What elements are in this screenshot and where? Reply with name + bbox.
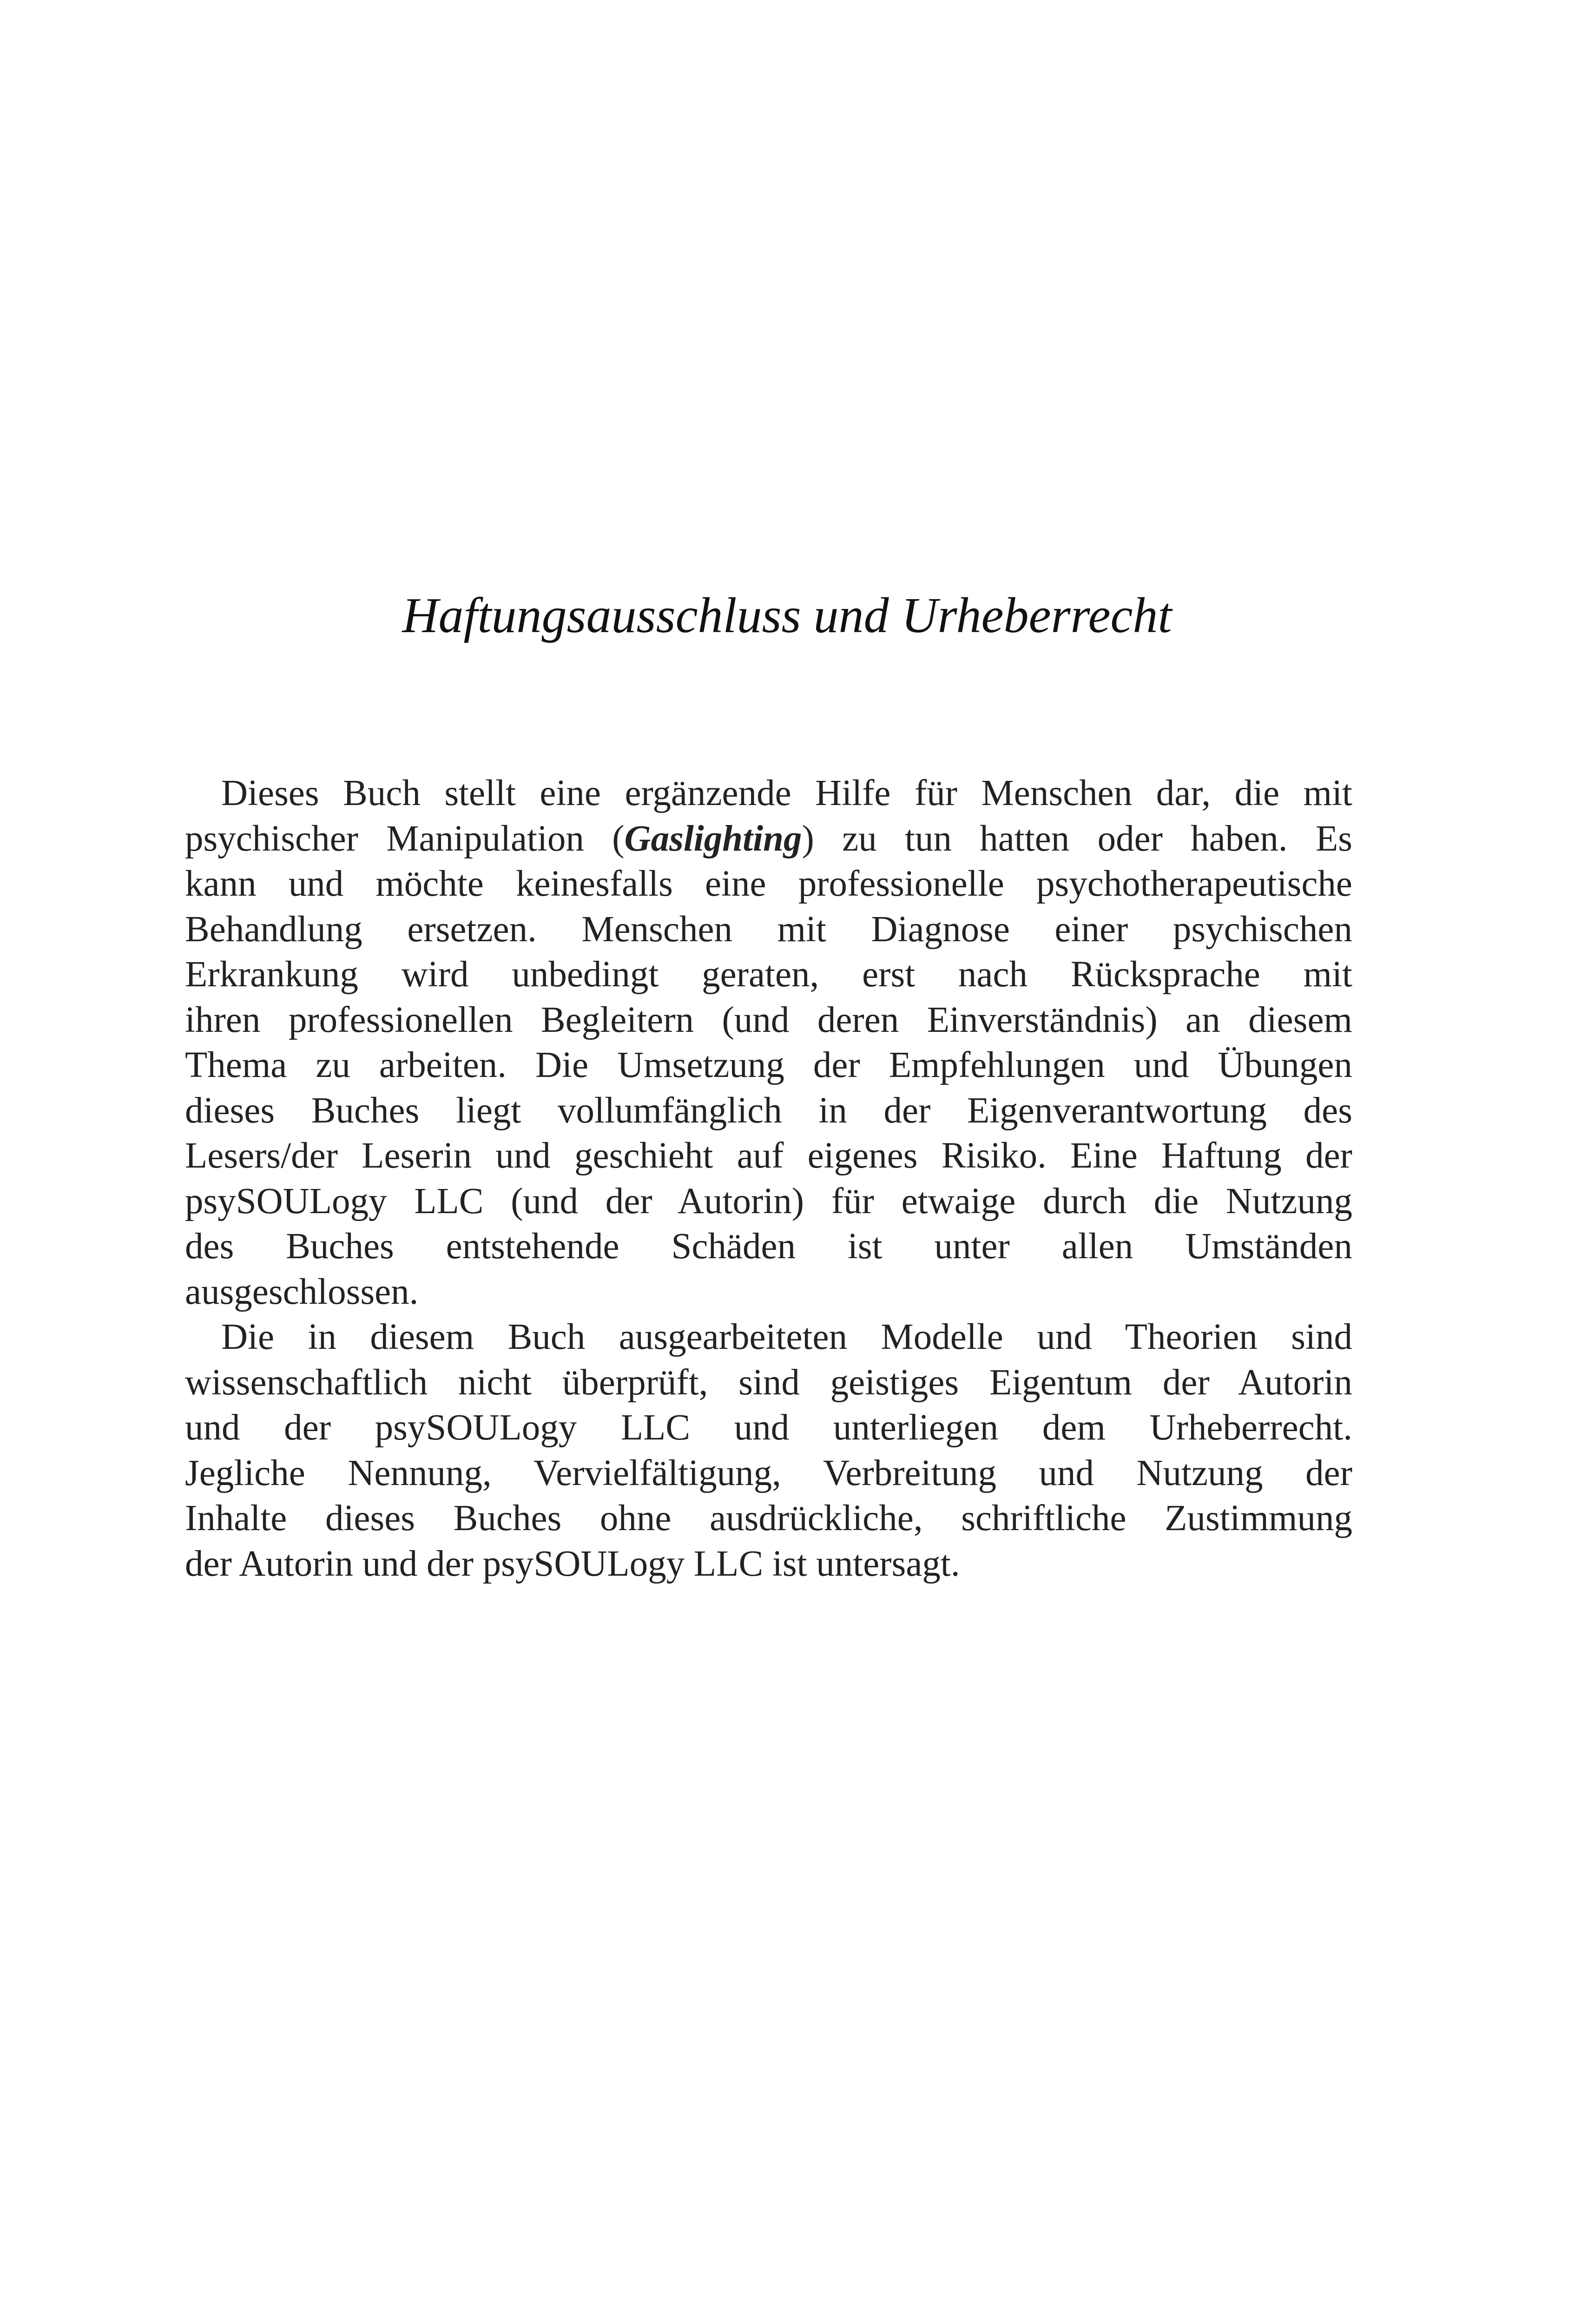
text-line: dieses Buches liegt vollumfänglich in der Eigenverantwortung des [185,1090,1352,1131]
text-line: der Autorin und der psySOULogy LLC ist untersagt. [185,1543,960,1584]
text-line: Behandlung ersetzen. Menschen mit Diagnose einer psychischen [185,909,1352,950]
text-line: des Buches entstehende Schäden ist unter allen Umständen [185,1226,1352,1267]
text-line: Die in diesem Buch ausgearbeiteten Modelle und Theorien sind [221,1317,1352,1357]
text-line: kann und möchte keinesfalls eine professionelle psychotherapeutische [185,864,1352,904]
paragraph-copyright [185,1314,1352,1586]
paragraph-disclaimer [185,771,1352,1314]
page-title: Haftungsausschluss und Urheberrecht [402,588,1172,643]
text-segment: ) zu tun hatten oder haben. Es [802,818,1352,859]
text-line: Jegliche Nennung, Vervielfältigung, Verbreitung und Nutzung der [185,1452,1352,1493]
text-line: Inhalte dieses Buches ohne ausdrückliche, schriftliche Zustimmung [185,1498,1352,1538]
text-line: ausgeschlossen. [185,1271,419,1312]
text-line: Dieses Buch stellt eine ergänzende Hilfe für Menschen dar, die mit [221,773,1352,813]
text-line: ihren professionellen Begleitern (und deren Einverständnis) an diesem [185,999,1352,1040]
text-line: Erkrankung wird unbedingt geraten, erst nach Rücksprache mit [185,954,1352,995]
text-segment: psychischer Manipulation ( [185,818,625,859]
emphasized-term: Gaslighting [624,818,802,859]
text-line: Lesers/der Leserin und geschieht auf eigenes Risiko. Eine Haftung der [185,1136,1352,1176]
text-line [185,816,1352,862]
text-line: wissenschaftlich nicht überprüft, sind geistiges Eigentum der Autorin [185,1362,1352,1403]
body-text [185,771,1352,1586]
text-line: und der psySOULogy LLC und unterliegen dem Urheberrecht. [185,1407,1352,1448]
text-line: Thema zu arbeiten. Die Umsetzung der Empfehlungen und Übungen [185,1045,1352,1085]
text-line: psySOULogy LLC (und der Autorin) für etwaige durch die Nutzung [185,1181,1352,1221]
